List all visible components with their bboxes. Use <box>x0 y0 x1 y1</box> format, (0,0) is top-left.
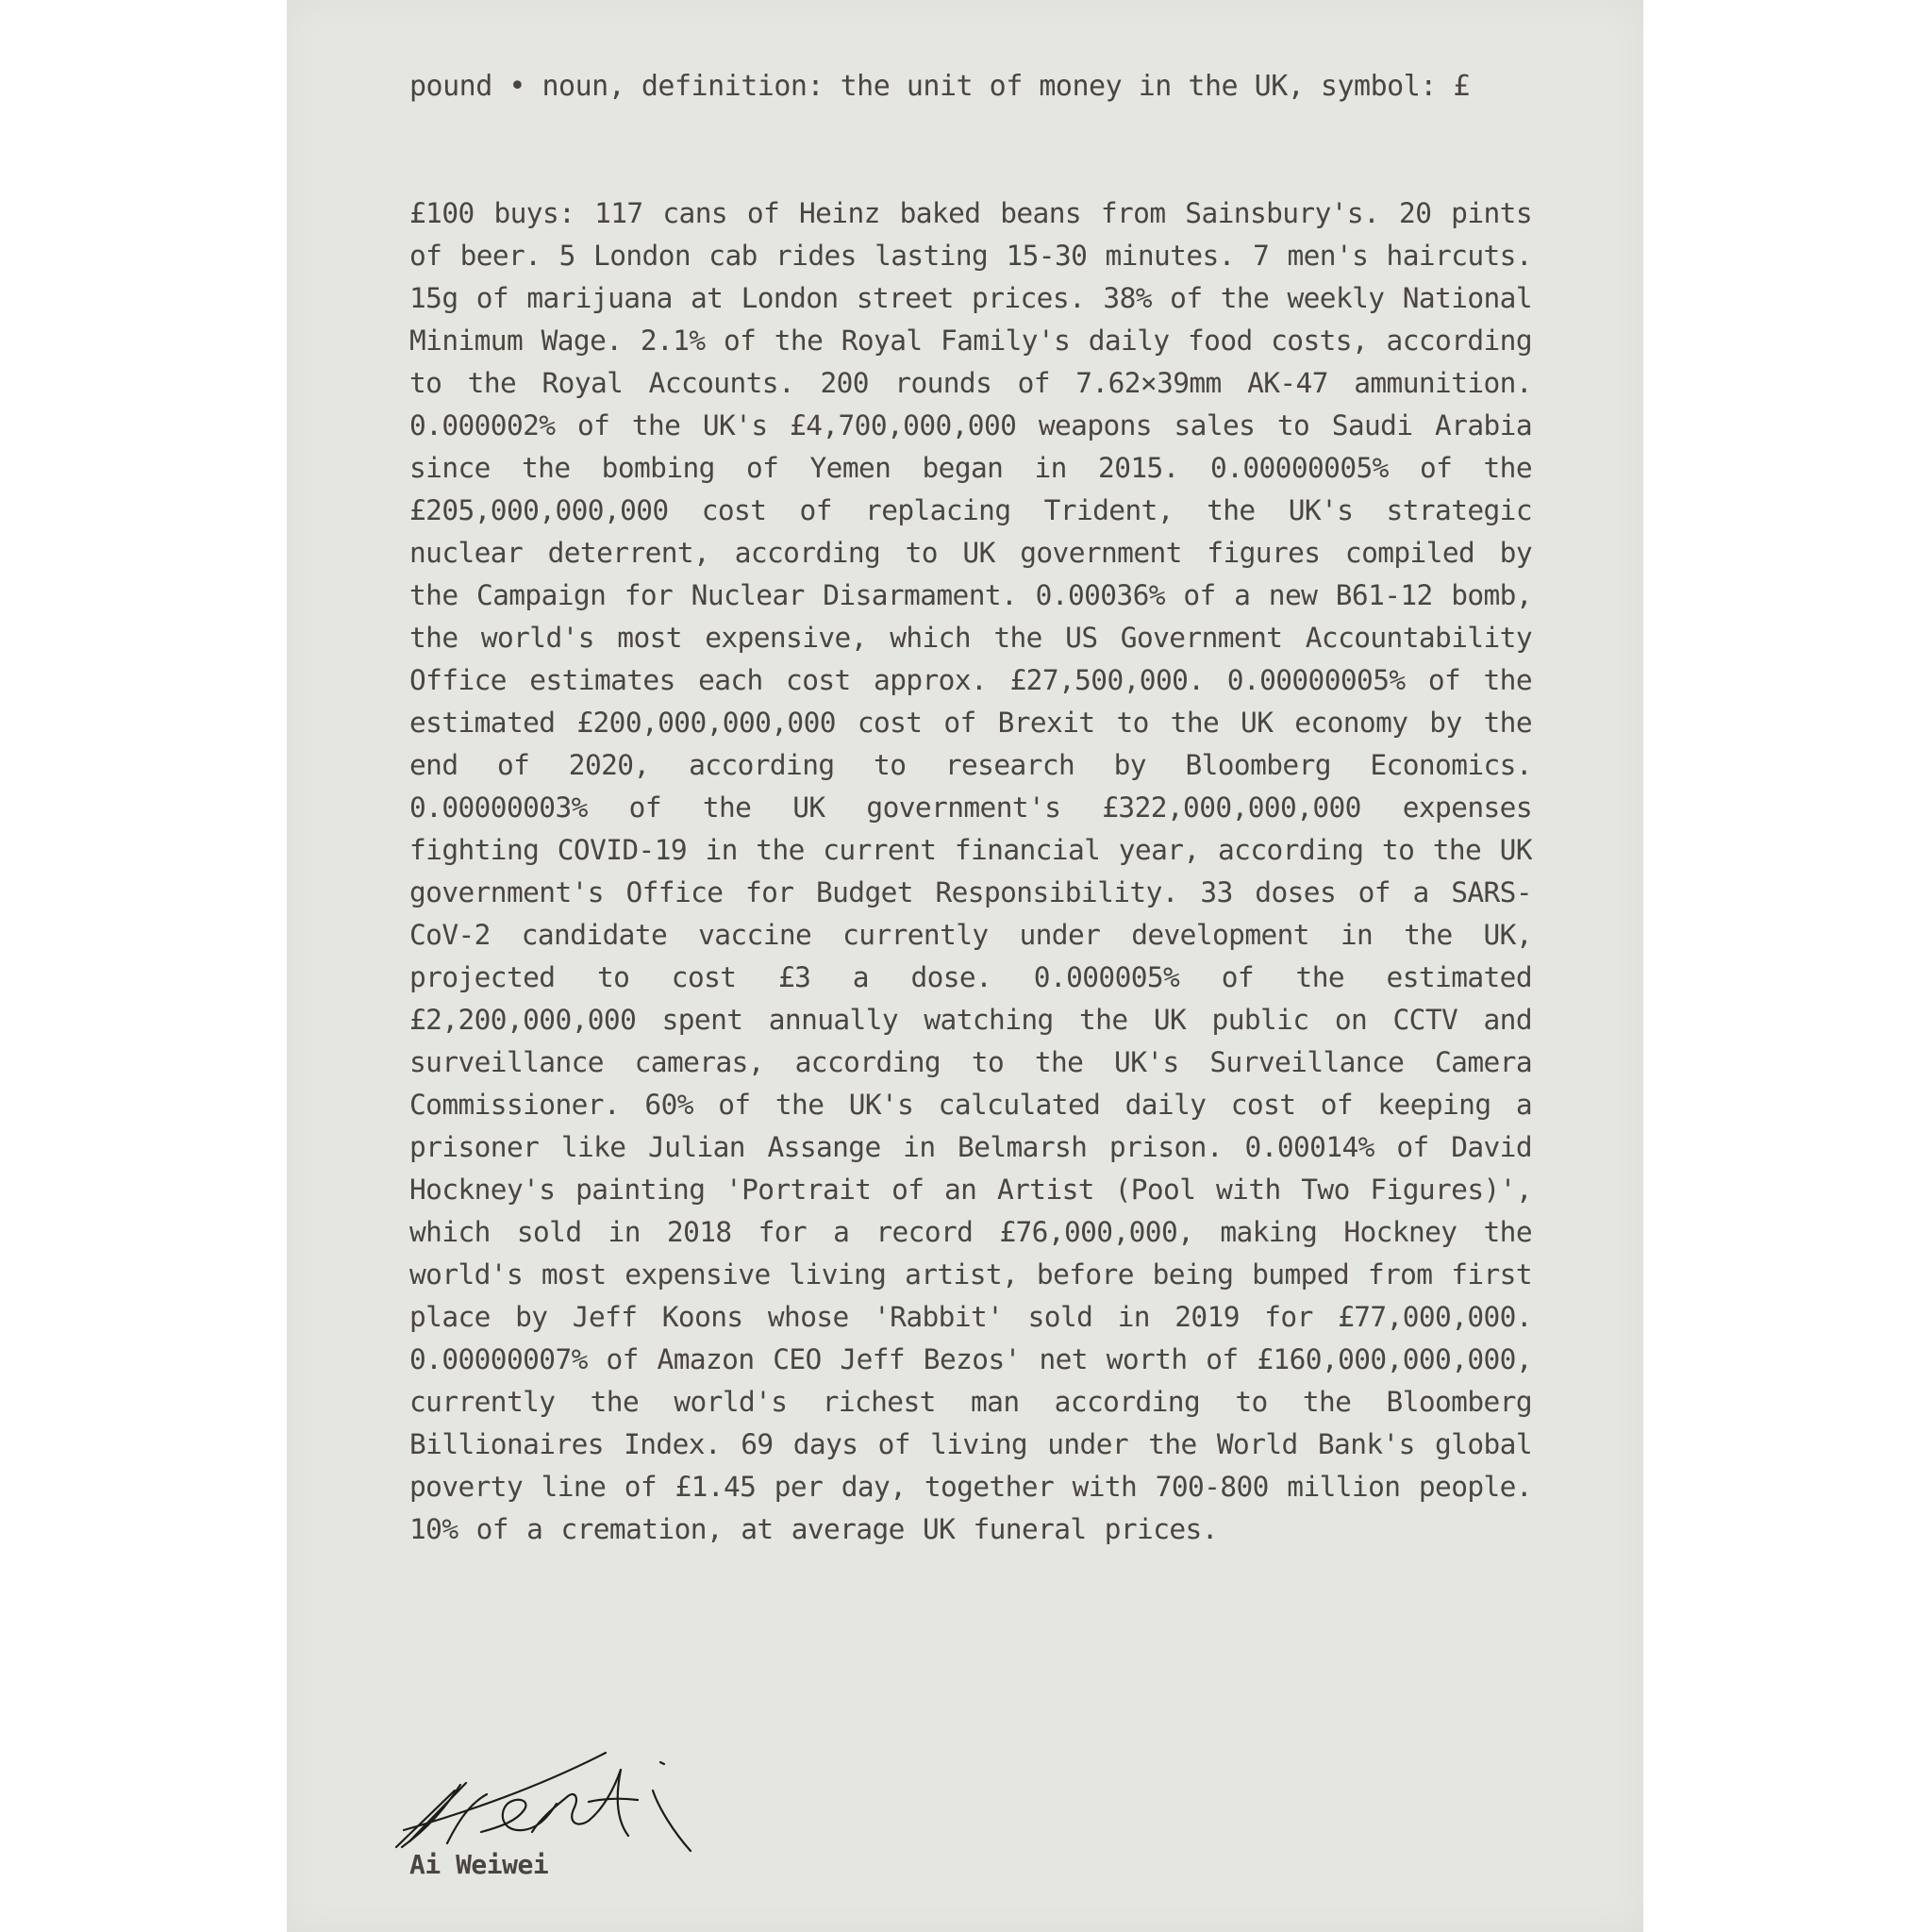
paper-sheet <box>287 0 1643 1932</box>
definition-line: pound • noun, definition: the unit of money in the UK, symbol: £ <box>409 70 1470 103</box>
handwritten-signature <box>391 1741 702 1858</box>
author-name: Ai Weiwei <box>409 1849 549 1880</box>
body-paragraph: £100 buys: 117 cans of Heinz baked beans from Sainsbury's. 20 pints of beer. 5 London cab rides lasting 15-30 minutes. 7 men's haircuts. 15g of marijuana at London street prices. 38% of the weekly National Minimum Wage. 2.1% of the Royal Family's daily food costs, according to the Royal Accounts. 200 rounds of 7.62×39mm AK-47 ammunition. 0.000002% of the UK's £4,700,000,000 weapons sales to Saudi Arabia since the bombing of Yemen began in 2015. 0.00000005% of the £205,000,000,000 cost of replacing Trident, the UK's strategic nuclear deterrent, according to UK government figures compiled by the Campaign for Nuclear Disarmament. 0.00036% of a new B61-12 bomb, the world's most expensive, which the US Government Accountability Office estimates each cost approx. £27,500,000. 0.00000005% of the estimated £200,000,000,000 cost of Brexit to the UK economy by the end of 2020, according to research by Bloomberg Economics. 0.00000003% of the UK government's £322,000,000,000 expenses fighting COVID-19 in the current financial year, according to the UK government's Office for Budget Responsibility. 33 doses of a SARS-CoV-2 candidate vaccine currently under development in the UK, projected to cost £3 a dose. 0.000005% of the estimated £2,200,000,000 spent annually watching the UK public on CCTV and surveillance cameras, according to the UK's Surveillance Camera Commissioner. 60% of the UK's calculated daily cost of keeping a prisoner like Julian Assange in Belmarsh prison. 0.00014% of David Hockney's painting 'Portrait of an Artist (Pool with Two Figures)', which sold in 2018 for a record £76,000,000, making Hockney the world's most expensive living artist, before being bumped from first place by Jeff Koons whose 'Rabbit' sold in 2019 for £77,000,000. 0.00000007% of Amazon CEO Jeff Bezos' net worth of £160,000,000,000, currently the world's richest man according to the Bloomberg Billionaires Index. 69 days of living under the World Bank's global poverty line of £1.45 per day, together with 700-800 million people. 10% of a cremation, at average UK funeral prices. <box>409 197 1532 1545</box>
